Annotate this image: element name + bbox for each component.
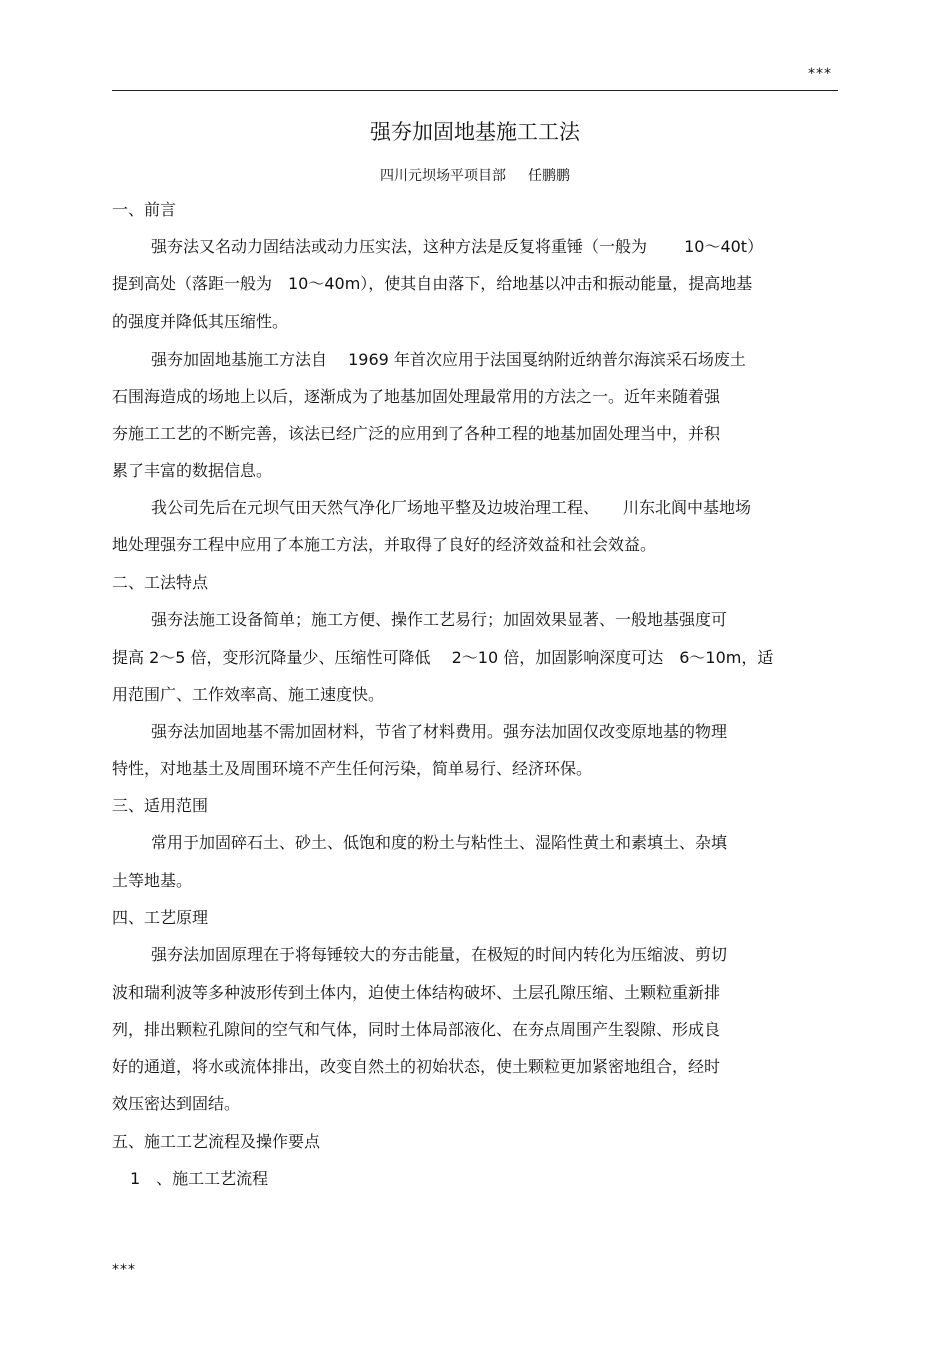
- document-title: 强夯加固地基施工工法: [370, 120, 580, 144]
- paragraph-line: 强夯法加固地基不需加固材料，节省了材料费用。强夯法加固仅改变原地基的物理: [151, 722, 728, 741]
- paragraph-line: 石围海造成的场地上以后，逐渐成为了地基加固处理最常用的方法之一。近年来随着强: [112, 387, 721, 406]
- paragraph-line: 强夯法又名动力固结法或动力压实法，这种方法是反复将重锤（一般为 10～40t）: [151, 237, 764, 256]
- paragraph-line: 提到高处（落距一般为 10～40m），使其自由落下，给地基以冲击和振动能量，提高地基: [112, 274, 753, 293]
- section-heading-features: 二、工法特点: [112, 573, 209, 592]
- section-heading-preface: 一、前言: [112, 200, 177, 219]
- paragraph-line: 强夯加固地基施工方法自 1969 年首次应用于法国戛纳附近纳普尔海滨采石场废土: [151, 350, 746, 369]
- subsection-heading-process-flow: 1 、施工工艺流程: [130, 1169, 269, 1188]
- paragraph-line: 好的通道，将水或流体排出，改变自然土的初始状态，使土颗粒更加紧密地组合，经时: [112, 1057, 721, 1076]
- header-rule: [112, 90, 838, 91]
- paragraph-line: 列，排出颗粒孔隙间的空气和气体，同时土体局部液化、在夯点周围产生裂隙、形成良: [112, 1020, 721, 1039]
- paragraph-line: 夯施工工艺的不断完善，该法已经广泛的应用到了各种工程的地基加固处理当中，并积: [112, 424, 721, 443]
- paragraph-line: 用范围广、工作效率高、施工速度快。: [112, 685, 385, 704]
- paragraph-line: 强夯法施工设备简单；施工方便、操作工艺易行；加固效果显著、一般地基强度可: [151, 610, 728, 629]
- paragraph-line: 提高 2～5 倍，变形沉降量少、压缩性可降低 2～10 倍，加固影响深度可达 6～10m，适: [112, 648, 774, 667]
- section-heading-process: 五、施工工艺流程及操作要点: [112, 1132, 321, 1151]
- footer-mark: ***: [112, 1262, 136, 1278]
- author-name: 任鹏鹏: [528, 168, 570, 184]
- paragraph-line: 波和瑞利波等多种波形传到土体内，迫使土体结构破坏、土层孔隙压缩、土颗粒重新排: [112, 983, 721, 1002]
- section-heading-scope: 三、适用范围: [112, 796, 209, 815]
- paragraph-line: 强夯法加固原理在于将每锤较大的夯击能量，在极短的时间内转化为压缩波、剪切: [151, 945, 728, 964]
- paragraph-line: 累了丰富的数据信息。: [112, 461, 273, 480]
- paragraph-line: 效压密达到固结。: [112, 1094, 241, 1113]
- paragraph-line: 特性，对地基土及周围环境不产生任何污染，简单易行、经济环保。: [112, 759, 593, 778]
- header-mark: ***: [808, 66, 832, 82]
- author-org: 四川元坝场平项目部: [380, 168, 506, 184]
- paragraph-line: 我公司先后在元坝气田天然气净化厂场地平整及边坡治理工程、 川东北阆中基地场: [151, 498, 752, 517]
- paragraph-line: 地处理强夯工程中应用了本施工方法，并取得了良好的经济效益和社会效益。: [112, 535, 657, 554]
- author-line: [0, 165, 950, 185]
- paragraph-line: 的强度并降低其压缩性。: [112, 312, 289, 331]
- section-heading-principle: 四、工艺原理: [112, 908, 209, 927]
- paragraph-line: 土等地基。: [112, 871, 193, 890]
- paragraph-line: 常用于加固碎石土、砂土、低饱和度的粉土与粘性土、湿陷性黄土和素填土、杂填: [151, 833, 728, 852]
